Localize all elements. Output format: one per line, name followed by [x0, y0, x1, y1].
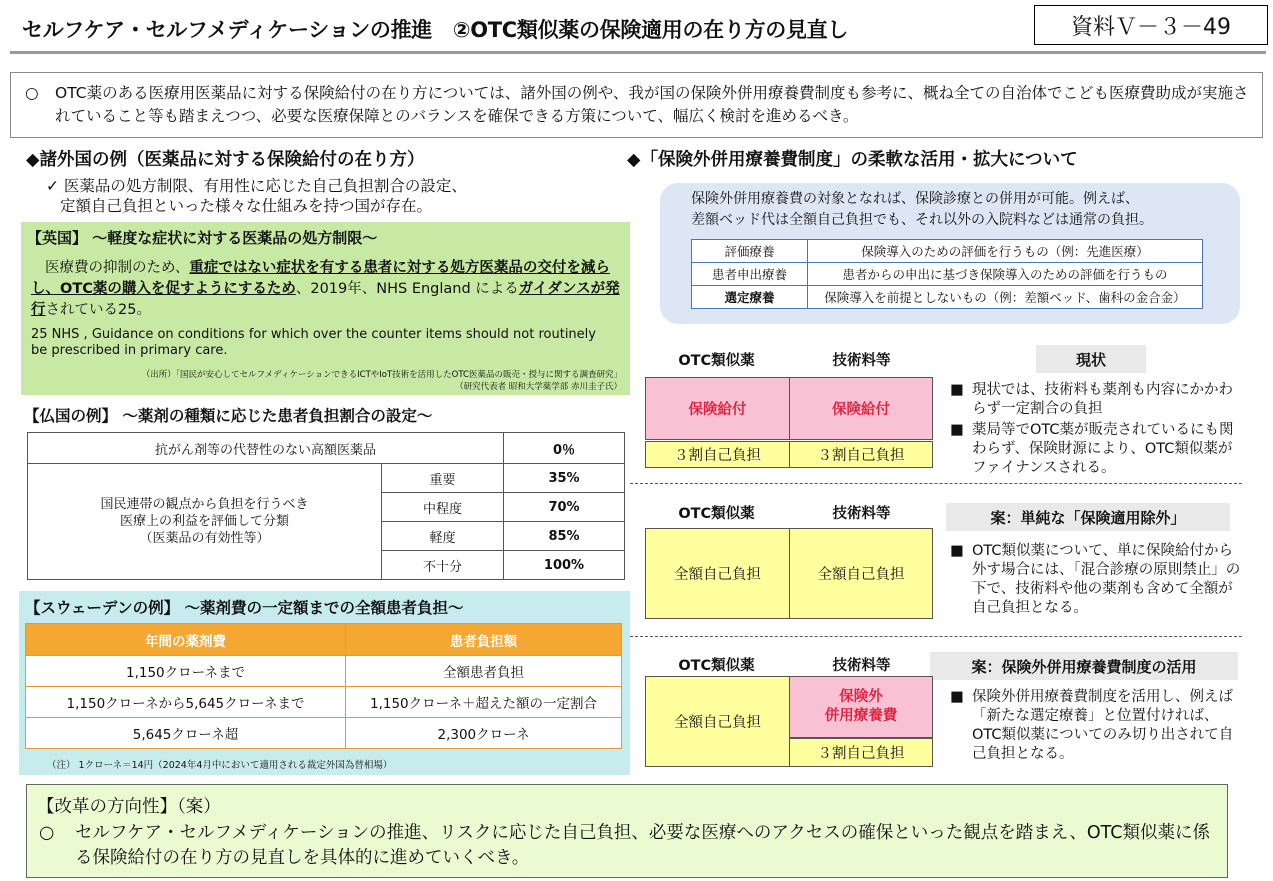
s1-sub-tech: ３割自己負担	[789, 441, 933, 468]
page-title: セルフケア・セルフメディケーションの推進 ②OTC類似薬の保険適用の在り方の見直し	[22, 18, 849, 42]
left-intro	[46, 176, 467, 216]
se-cell: 1,150クローネ＋超えた額の一定割合	[346, 687, 622, 718]
uk-source-2: （研究代表者 昭和大学薬学部 赤川圭子氏）	[455, 382, 622, 392]
s1-col-otc: OTC類似薬	[678, 353, 755, 369]
fr-value: 85%	[504, 522, 625, 551]
s3-box-tech: 保険外 併用療養費	[789, 676, 933, 738]
fr-table	[27, 432, 625, 580]
uk-text-underlined: 重症ではない症状を有する患者に対する処方医薬品の交付を減らし、OTC薬の購入を促すようにするため	[31, 260, 610, 297]
table-row	[28, 464, 625, 493]
reform-box	[26, 784, 1228, 878]
bullet-marker: ■	[950, 382, 964, 398]
document-id: 資料Ｖ－３－49	[1034, 5, 1268, 45]
summary-text: OTC薬のある医療用医薬品に対する保険給付の在り方については、諸外国の例や、我が国の保険外併用療養費制度も参考に、概ね全ての自治体でこども医療費助成が実施されていること等も踏まえつつ、必要な医療保障とのバランスを確保できる方策について、幅広く検討を進めるべき。	[55, 84, 1249, 125]
bullet-marker: ■	[950, 689, 964, 705]
se-heading: 【スウェーデンの例】 ～薬剤費の一定額までの全額患者負担～	[25, 599, 464, 617]
section-divider	[630, 636, 1242, 637]
uk-text-underlined-2: ガイダンスが発行	[31, 281, 620, 318]
s2-bullets	[950, 542, 1245, 618]
s3-bullets	[950, 688, 1245, 764]
reform-text-block	[39, 821, 1219, 871]
table-row	[26, 718, 622, 749]
uk-text-3: されている25。	[45, 302, 151, 318]
summary-marker: ○	[25, 84, 39, 102]
se-col-header-2: 患者負担額	[346, 624, 622, 656]
fr-level: 不十分	[382, 551, 504, 580]
ryoyo-type: 選定療養	[692, 286, 808, 309]
s2-box-tech: 全額自己負担	[789, 528, 933, 619]
se-cell: 2,300クローネ	[346, 718, 622, 749]
ryoyo-desc: 患者からの申出に基づき保険導入のための評価を行うもの	[808, 263, 1203, 286]
fr-row0-value: 0％	[504, 433, 625, 464]
right-intro-line2: 差額ベッド代は全額自己負担でも、それ以外の入院料などは通常の負担。	[691, 212, 1153, 228]
bullet-marker: ■	[950, 422, 964, 438]
list-item	[950, 421, 1245, 478]
s2-title: 案：単純な「保険適用除外」	[946, 503, 1230, 531]
s3-sub-tech: ３割自己負担	[789, 738, 933, 767]
table-row	[26, 656, 622, 687]
s1-box-otc: 保険給付	[645, 377, 790, 440]
section-divider	[630, 483, 1242, 484]
se-panel	[19, 591, 630, 775]
table-row	[692, 240, 1203, 263]
uk-text-1: 医療費の抑制のため、	[45, 260, 190, 276]
s1-box-tech: 保険給付	[789, 377, 933, 440]
right-heading: ◆「保険外併用療養費制度」の柔軟な活用・拡大について	[627, 150, 1078, 170]
s1-bullets	[950, 381, 1245, 478]
s2-col-otc: OTC類似薬	[678, 506, 755, 522]
uk-panel	[21, 222, 630, 395]
title-divider	[10, 51, 1266, 54]
table-row	[692, 286, 1203, 309]
uk-footnote: 25 NHS , Guidance on conditions for which over the counter items should not routinely be prescribed in primary care.	[31, 327, 596, 358]
ryoyo-type: 患者申出療養	[692, 263, 808, 286]
se-note: （注） 1クローネ＝14円（2024年4月中において適用される裁定外国為替相場）	[47, 760, 393, 771]
s3-box-otc: 全額自己負担	[645, 676, 790, 767]
left-heading: ◆諸外国の例（医薬品に対する保険給付の在り方）	[26, 150, 425, 170]
fr-heading: 【仏国の例】 ～薬剤の種類に応じた患者負担割合の設定～	[24, 407, 433, 425]
s2-bullet-1: OTC類似薬について、単に保険給付から外す場合には、「混合診療の原則禁止」の下で、技術料や他の薬剤も含めて全額が自己負担となる。	[972, 543, 1241, 616]
s1-bullet-2: 薬局等でOTC薬が販売されているにも関わらず、保険財源により、OTC類似薬がファイナンスされる。	[972, 422, 1234, 476]
ryoyo-desc: 保険導入のための評価を行うもの（例：先進医療）	[808, 240, 1203, 263]
fr-row0-label: 抗がん剤等の代替性のない高額医薬品	[28, 433, 504, 464]
s1-col-tech: 技術料等	[832, 353, 891, 369]
fr-value: 35%	[504, 464, 625, 493]
list-item	[950, 381, 1245, 419]
uk-heading: 【英国】 ～軽度な症状に対する医薬品の処方制限～	[27, 229, 378, 247]
right-info-panel	[660, 183, 1240, 324]
reform-marker: ○	[39, 823, 55, 843]
s2-box-otc: 全額自己負担	[645, 528, 790, 619]
fr-group-label: 国民連帯の観点から負担を行うべき 医療上の利益を評価して分類 （医薬品の有効性等）	[28, 464, 382, 580]
s3-bullet-1: 保険外併用療養費制度を活用し、例えば「新たな選定療養」と位置付ければ、OTC類似薬についてのみ切り出されて自己負担となる。	[972, 689, 1234, 762]
ryoyo-table	[691, 239, 1203, 309]
s1-title: 現状	[1036, 345, 1146, 373]
table-row	[692, 263, 1203, 286]
right-intro	[691, 189, 1153, 231]
table-row	[28, 433, 625, 464]
left-intro-line1: ✓ 医薬品の処方制限、有用性に応じた自己負担割合の設定、	[46, 177, 467, 195]
se-cell: 5,645クローネ超	[26, 718, 346, 749]
fr-level: 中程度	[382, 493, 504, 522]
s1-bullet-1: 現状では、技術料も薬剤も内容にかかわらず一定割合の負担	[972, 382, 1233, 417]
table-row	[26, 624, 622, 656]
fr-value: 100%	[504, 551, 625, 580]
ryoyo-type: 評価療養	[692, 240, 808, 263]
uk-text-2: 、2019年、NHS England による	[295, 281, 519, 297]
fr-level: 重要	[382, 464, 504, 493]
list-item	[950, 542, 1245, 618]
se-cell: 全額患者負担	[346, 656, 622, 687]
ryoyo-desc: 保険導入を前提としないもの（例：差額ベッド、歯科の金合金）	[808, 286, 1203, 309]
bullet-marker: ■	[950, 543, 964, 559]
s1-sub-otc: ３割自己負担	[645, 441, 790, 468]
fr-value: 70%	[504, 493, 625, 522]
reform-heading: 【改革の方向性】（案）	[37, 797, 221, 817]
list-item	[950, 688, 1245, 764]
s3-col-tech: 技術料等	[832, 658, 891, 674]
left-intro-line2: 定額自己負担といった様々な仕組みを持つ国が存在。	[60, 197, 433, 215]
se-col-header-1: 年間の薬剤費	[26, 624, 346, 656]
se-cell: 1,150クローネまで	[26, 656, 346, 687]
uk-paragraph	[31, 258, 621, 321]
right-intro-line1: 保険外併用療養費の対象となれば、保険診療との併用が可能。例えば、	[691, 191, 1139, 207]
summary-box	[10, 72, 1263, 138]
s3-title: 案：保険外併用療養費制度の活用	[930, 652, 1238, 680]
se-cell: 1,150クローネから5,645クローネまで	[26, 687, 346, 718]
s2-col-tech: 技術料等	[832, 506, 891, 522]
fr-level: 軽度	[382, 522, 504, 551]
table-row	[26, 687, 622, 718]
reform-text: セルフケア・セルフメディケーションの推進、リスクに応じた自己負担、必要な医療へのアクセスの確保といった観点を踏まえ、OTC類似薬に係る保険給付の在り方の見直しを具体的に進めていくべき。	[75, 823, 1211, 868]
uk-source-1: （出所）「国民が安心してセルフメディケーションできるICTやIoT技術を活用したOTC医薬品の販売・授与に関する調査研究」	[141, 370, 622, 380]
se-table	[25, 623, 622, 749]
s3-col-otc: OTC類似薬	[678, 658, 755, 674]
